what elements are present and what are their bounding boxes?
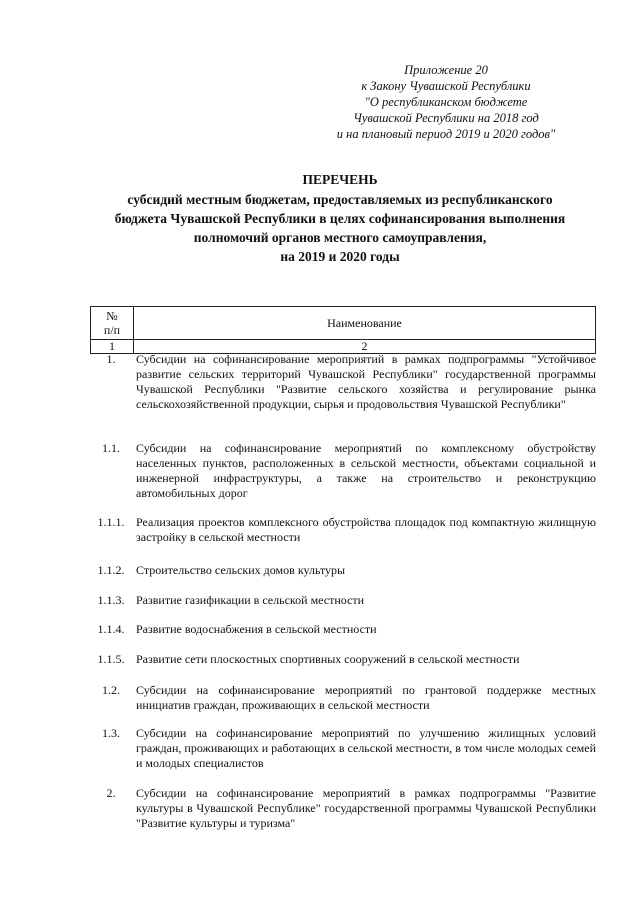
- row-number: 1.1.: [102, 441, 120, 455]
- row-text: Реализация проектов комплексного обустройства площадок под компактную жилищную застройку в сельской местности: [136, 515, 596, 544]
- header-number-cell: [91, 307, 134, 339]
- table-row: [90, 515, 596, 545]
- row-number: 1.1.4.: [97, 622, 125, 636]
- title-line: субсидий местным бюджетам, предоставляемых из республиканского: [127, 192, 553, 207]
- subsidies-table-header: [90, 306, 596, 354]
- table-row: [90, 622, 596, 637]
- header-name-cell: Наименование: [327, 315, 402, 330]
- row-text: Субсидии на софинансирование мероприятий в рамках подпрограммы "Устойчивое развитие сельских территорий Чувашской Республики" государственной программы Чувашской Республики "Развитие сельского хозяйства и регулирование рынка сельскохозяйственной продукции, сырья и продовольствия Чувашской Республики": [136, 352, 596, 411]
- header-number-symbol: №: [106, 309, 118, 323]
- row-number: 1.1.5.: [97, 652, 125, 666]
- title-heading: ПЕРЕЧЕНЬ: [302, 172, 378, 187]
- row-text: Субсидии на софинансирование мероприятий по грантовой поддержке местных инициатив граждан, проживающих в сельской местности: [136, 683, 596, 712]
- row-text: Развитие сети плоскостных спортивных сооружений в сельской местности: [136, 652, 520, 666]
- row-text: Развитие газификации в сельской местности: [136, 593, 365, 607]
- header-number-abbr: п/п: [103, 323, 121, 337]
- row-text: Субсидии на софинансирование мероприятий в рамках подпрограммы "Развитие культуры в Чувашской Республике" государственной программы Чувашской Республики "Развитие культуры и туризма": [136, 786, 596, 830]
- row-number: 1.1.1.: [97, 515, 125, 529]
- row-text: Субсидии на софинансирование мероприятий по улучшению жилищных условий граждан, проживающих и работающих в сельской местности, в том числе молодых семей и молодых специалистов: [136, 726, 596, 770]
- table-row: [90, 652, 596, 667]
- row-number: 1.2.: [102, 683, 120, 697]
- row-number: 1.3.: [102, 726, 120, 740]
- appendix-block: [296, 62, 596, 142]
- row-number: 1.1.3.: [97, 593, 125, 607]
- title-line: бюджета Чувашской Республики в целях софинансирования выполнения: [114, 211, 566, 226]
- column-index-2: 2: [361, 339, 368, 353]
- column-index-1: 1: [91, 340, 134, 353]
- appendix-line: Приложение 20: [404, 63, 488, 77]
- row-text: Развитие водоснабжения в сельской местности: [136, 622, 377, 636]
- table-row: [90, 441, 596, 501]
- appendix-line: "О республиканском бюджете: [364, 95, 528, 109]
- appendix-line: и на плановый период 2019 и 2020 годов": [336, 127, 556, 141]
- row-number: 2.: [106, 786, 116, 800]
- table-row: [90, 726, 596, 771]
- row-number: 1.: [106, 352, 116, 366]
- table-row: [90, 593, 596, 608]
- table-row: [90, 352, 596, 412]
- row-text: Строительство сельских домов культуры: [136, 563, 346, 577]
- appendix-line: Чувашской Республики на 2018 год: [353, 111, 539, 125]
- table-row: [90, 563, 596, 578]
- document-title: [60, 170, 620, 266]
- table-row: [90, 786, 596, 831]
- row-number: 1.1.2.: [97, 563, 125, 577]
- appendix-line: к Закону Чувашской Республики: [361, 79, 531, 93]
- table-header-row: [90, 306, 596, 340]
- title-line: полномочий органов местного самоуправления,: [193, 230, 487, 245]
- table-row: [90, 683, 596, 713]
- row-text: Субсидии на софинансирование мероприятий по комплексному обустройству населенных пунктов, расположенных в сельской местности, объектами социальной и инженерной инфраструктуры, а также на строительство и реконструкцию автомобильных дорог: [136, 441, 596, 500]
- title-line: на 2019 и 2020 годы: [280, 249, 400, 264]
